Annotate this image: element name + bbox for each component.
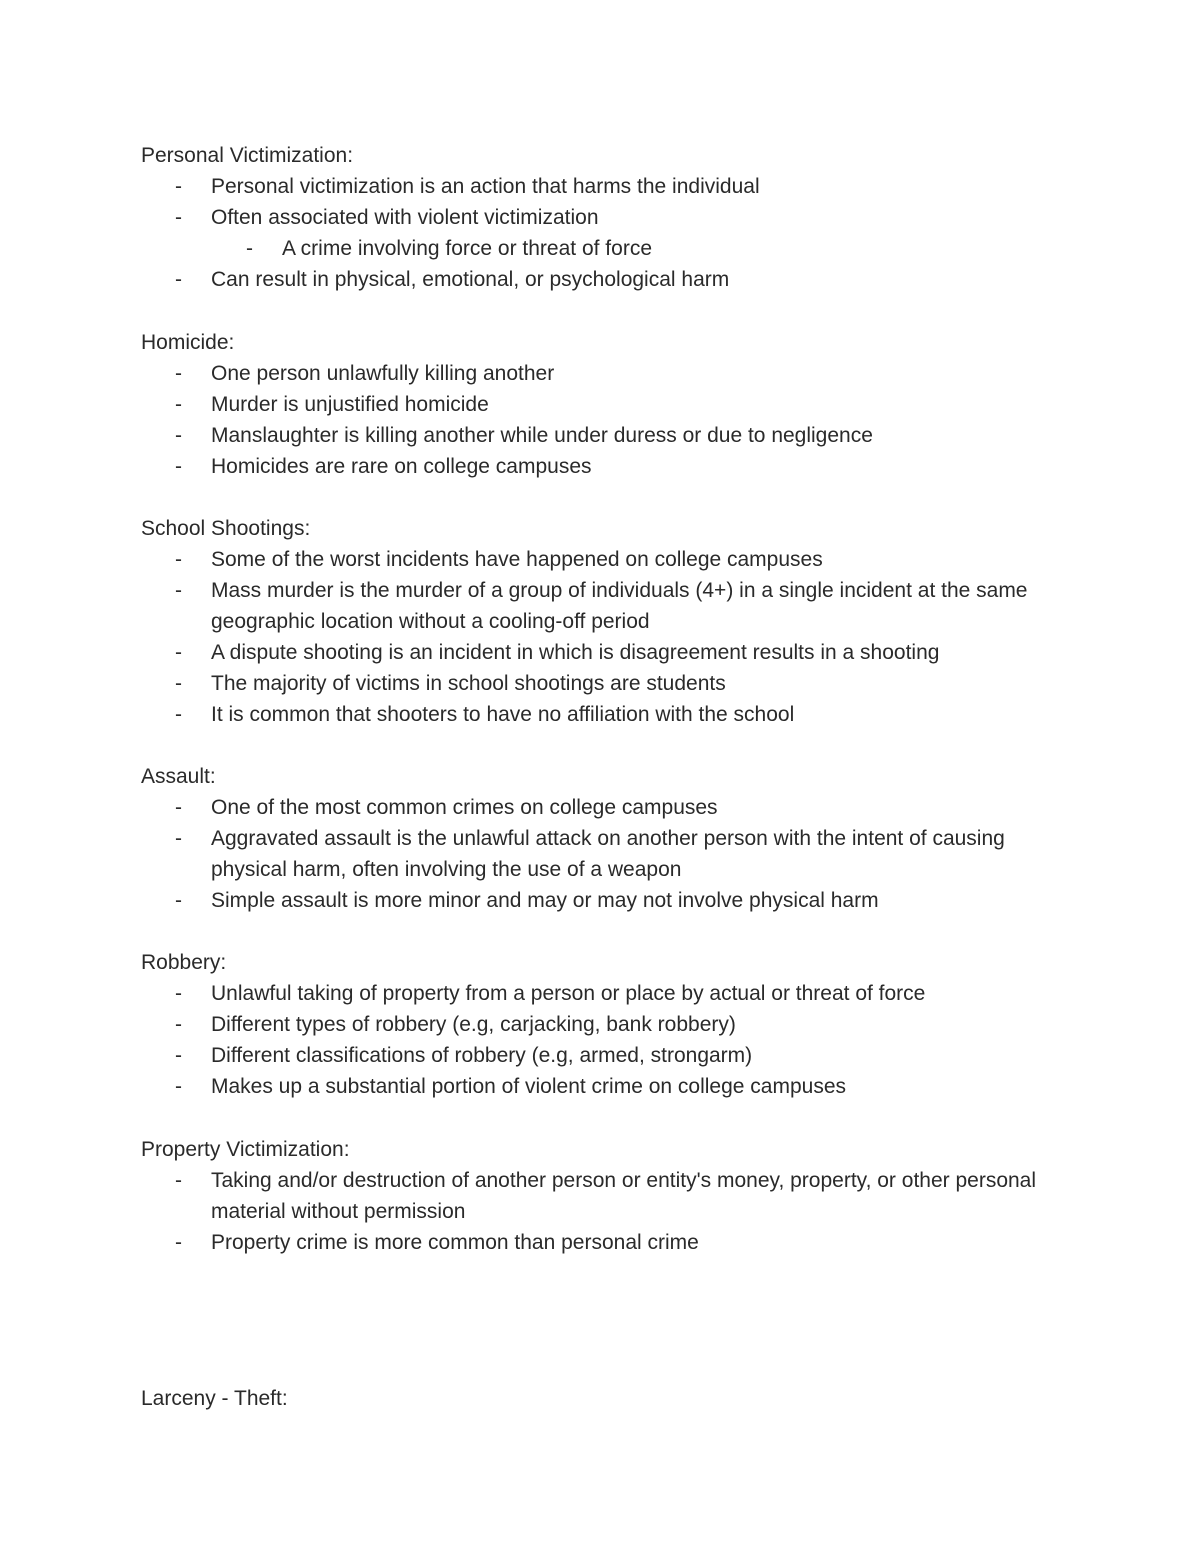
list-item-text: A crime involving force or threat of force — [282, 237, 652, 260]
section-heading: Homicide: — [141, 331, 235, 354]
list-item — [141, 885, 1061, 916]
list-item — [141, 451, 1061, 482]
list-item — [141, 1009, 1061, 1040]
list-item — [141, 823, 1061, 885]
section-robbery — [141, 947, 1061, 1102]
section-heading: Larceny - Theft: — [141, 1387, 288, 1410]
dash-bullet-icon: - — [175, 424, 182, 447]
section-school-shootings — [141, 513, 1061, 730]
list-item-text: One person unlawfully killing another — [211, 362, 555, 385]
list-item-text: Some of the worst incidents have happened on college campuses — [211, 548, 823, 571]
dash-bullet-icon: - — [175, 175, 182, 198]
list-item-text: Homicides are rare on college campuses — [211, 455, 592, 478]
bullet-list — [141, 792, 1061, 916]
section-heading: School Shootings: — [141, 517, 311, 540]
section-personal-victimization — [141, 140, 1061, 295]
dash-bullet-icon: - — [175, 827, 182, 850]
list-item — [141, 202, 1061, 233]
list-item-text: Personal victimization is an action that harms the individual — [211, 175, 760, 198]
dash-bullet-icon: - — [246, 237, 253, 260]
list-item — [141, 389, 1061, 420]
list-item — [141, 668, 1061, 699]
list-item-text: One of the most common crimes on college campuses — [211, 796, 718, 819]
list-item-text: Different classifications of robbery (e.g, armed, strongarm) — [211, 1044, 753, 1067]
dash-bullet-icon: - — [175, 206, 182, 229]
list-item — [141, 699, 1061, 730]
section-property-victimization — [141, 1134, 1061, 1258]
list-item — [141, 1227, 1061, 1258]
list-item — [141, 358, 1061, 389]
section-assault — [141, 761, 1061, 916]
bullet-list — [141, 1165, 1061, 1258]
sub-list-item — [141, 233, 1061, 264]
list-item — [141, 978, 1061, 1009]
list-item — [141, 420, 1061, 451]
dash-bullet-icon: - — [175, 703, 182, 726]
dash-bullet-icon: - — [175, 393, 182, 416]
dash-bullet-icon: - — [175, 548, 182, 571]
list-item — [141, 1071, 1061, 1102]
list-item — [141, 264, 1061, 295]
list-item-text: Simple assault is more minor and may or may not involve physical harm — [211, 889, 879, 912]
dash-bullet-icon: - — [175, 889, 182, 912]
dash-bullet-icon: - — [175, 579, 182, 602]
dash-bullet-icon: - — [175, 1013, 182, 1036]
list-item-text: Aggravated assault is the unlawful attack on another person with the intent of causing physical harm, often involving the use of a weapon — [211, 827, 1005, 881]
bullet-list — [141, 544, 1061, 730]
list-item — [141, 1040, 1061, 1071]
list-item — [141, 637, 1061, 668]
dash-bullet-icon: - — [175, 1169, 182, 1192]
list-item-text: Different types of robbery (e.g, carjacking, bank robbery) — [211, 1013, 736, 1036]
section-homicide — [141, 327, 1061, 482]
list-item-text: Taking and/or destruction of another person or entity's money, property, or other personal material without permission — [211, 1169, 1037, 1223]
dash-bullet-icon: - — [175, 1075, 182, 1098]
bullet-list — [141, 358, 1061, 482]
list-item-text: A dispute shooting is an incident in which is disagreement results in a shooting — [211, 641, 940, 664]
dash-bullet-icon: - — [175, 796, 182, 819]
list-item — [141, 1165, 1061, 1227]
list-item-text: Murder is unjustified homicide — [211, 393, 489, 416]
section-heading: Assault: — [141, 765, 216, 788]
list-item-text: Property crime is more common than personal crime — [211, 1231, 699, 1254]
section-larceny-theft — [141, 1383, 1061, 1414]
dash-bullet-icon: - — [175, 1231, 182, 1254]
list-item-text: The majority of victims in school shootings are students — [211, 672, 726, 695]
dash-bullet-icon: - — [175, 982, 182, 1005]
list-item — [141, 544, 1061, 575]
dash-bullet-icon: - — [175, 672, 182, 695]
list-item-text: Can result in physical, emotional, or psychological harm — [211, 268, 730, 291]
list-item-text: Unlawful taking of property from a person or place by actual or threat of force — [211, 982, 926, 1005]
dash-bullet-icon: - — [175, 1044, 182, 1067]
dash-bullet-icon: - — [175, 268, 182, 291]
bullet-list — [141, 171, 1061, 295]
list-item — [141, 171, 1061, 202]
list-item-text: Mass murder is the murder of a group of individuals (4+) in a single incident at the same geographic location without a cooling-off period — [211, 579, 1028, 633]
list-item — [141, 575, 1061, 637]
list-item-text: Makes up a substantial portion of violent crime on college campuses — [211, 1075, 847, 1098]
list-item-text: It is common that shooters to have no affiliation with the school — [211, 703, 795, 726]
list-item-text: Often associated with violent victimization — [211, 206, 599, 229]
list-item-text: Manslaughter is killing another while under duress or due to negligence — [211, 424, 873, 447]
section-heading: Robbery: — [141, 951, 227, 974]
list-item — [141, 792, 1061, 823]
section-heading: Personal Victimization: — [141, 144, 354, 167]
dash-bullet-icon: - — [175, 641, 182, 664]
bullet-list — [141, 978, 1061, 1102]
dash-bullet-icon: - — [175, 362, 182, 385]
section-heading: Property Victimization: — [141, 1138, 350, 1161]
dash-bullet-icon: - — [175, 455, 182, 478]
